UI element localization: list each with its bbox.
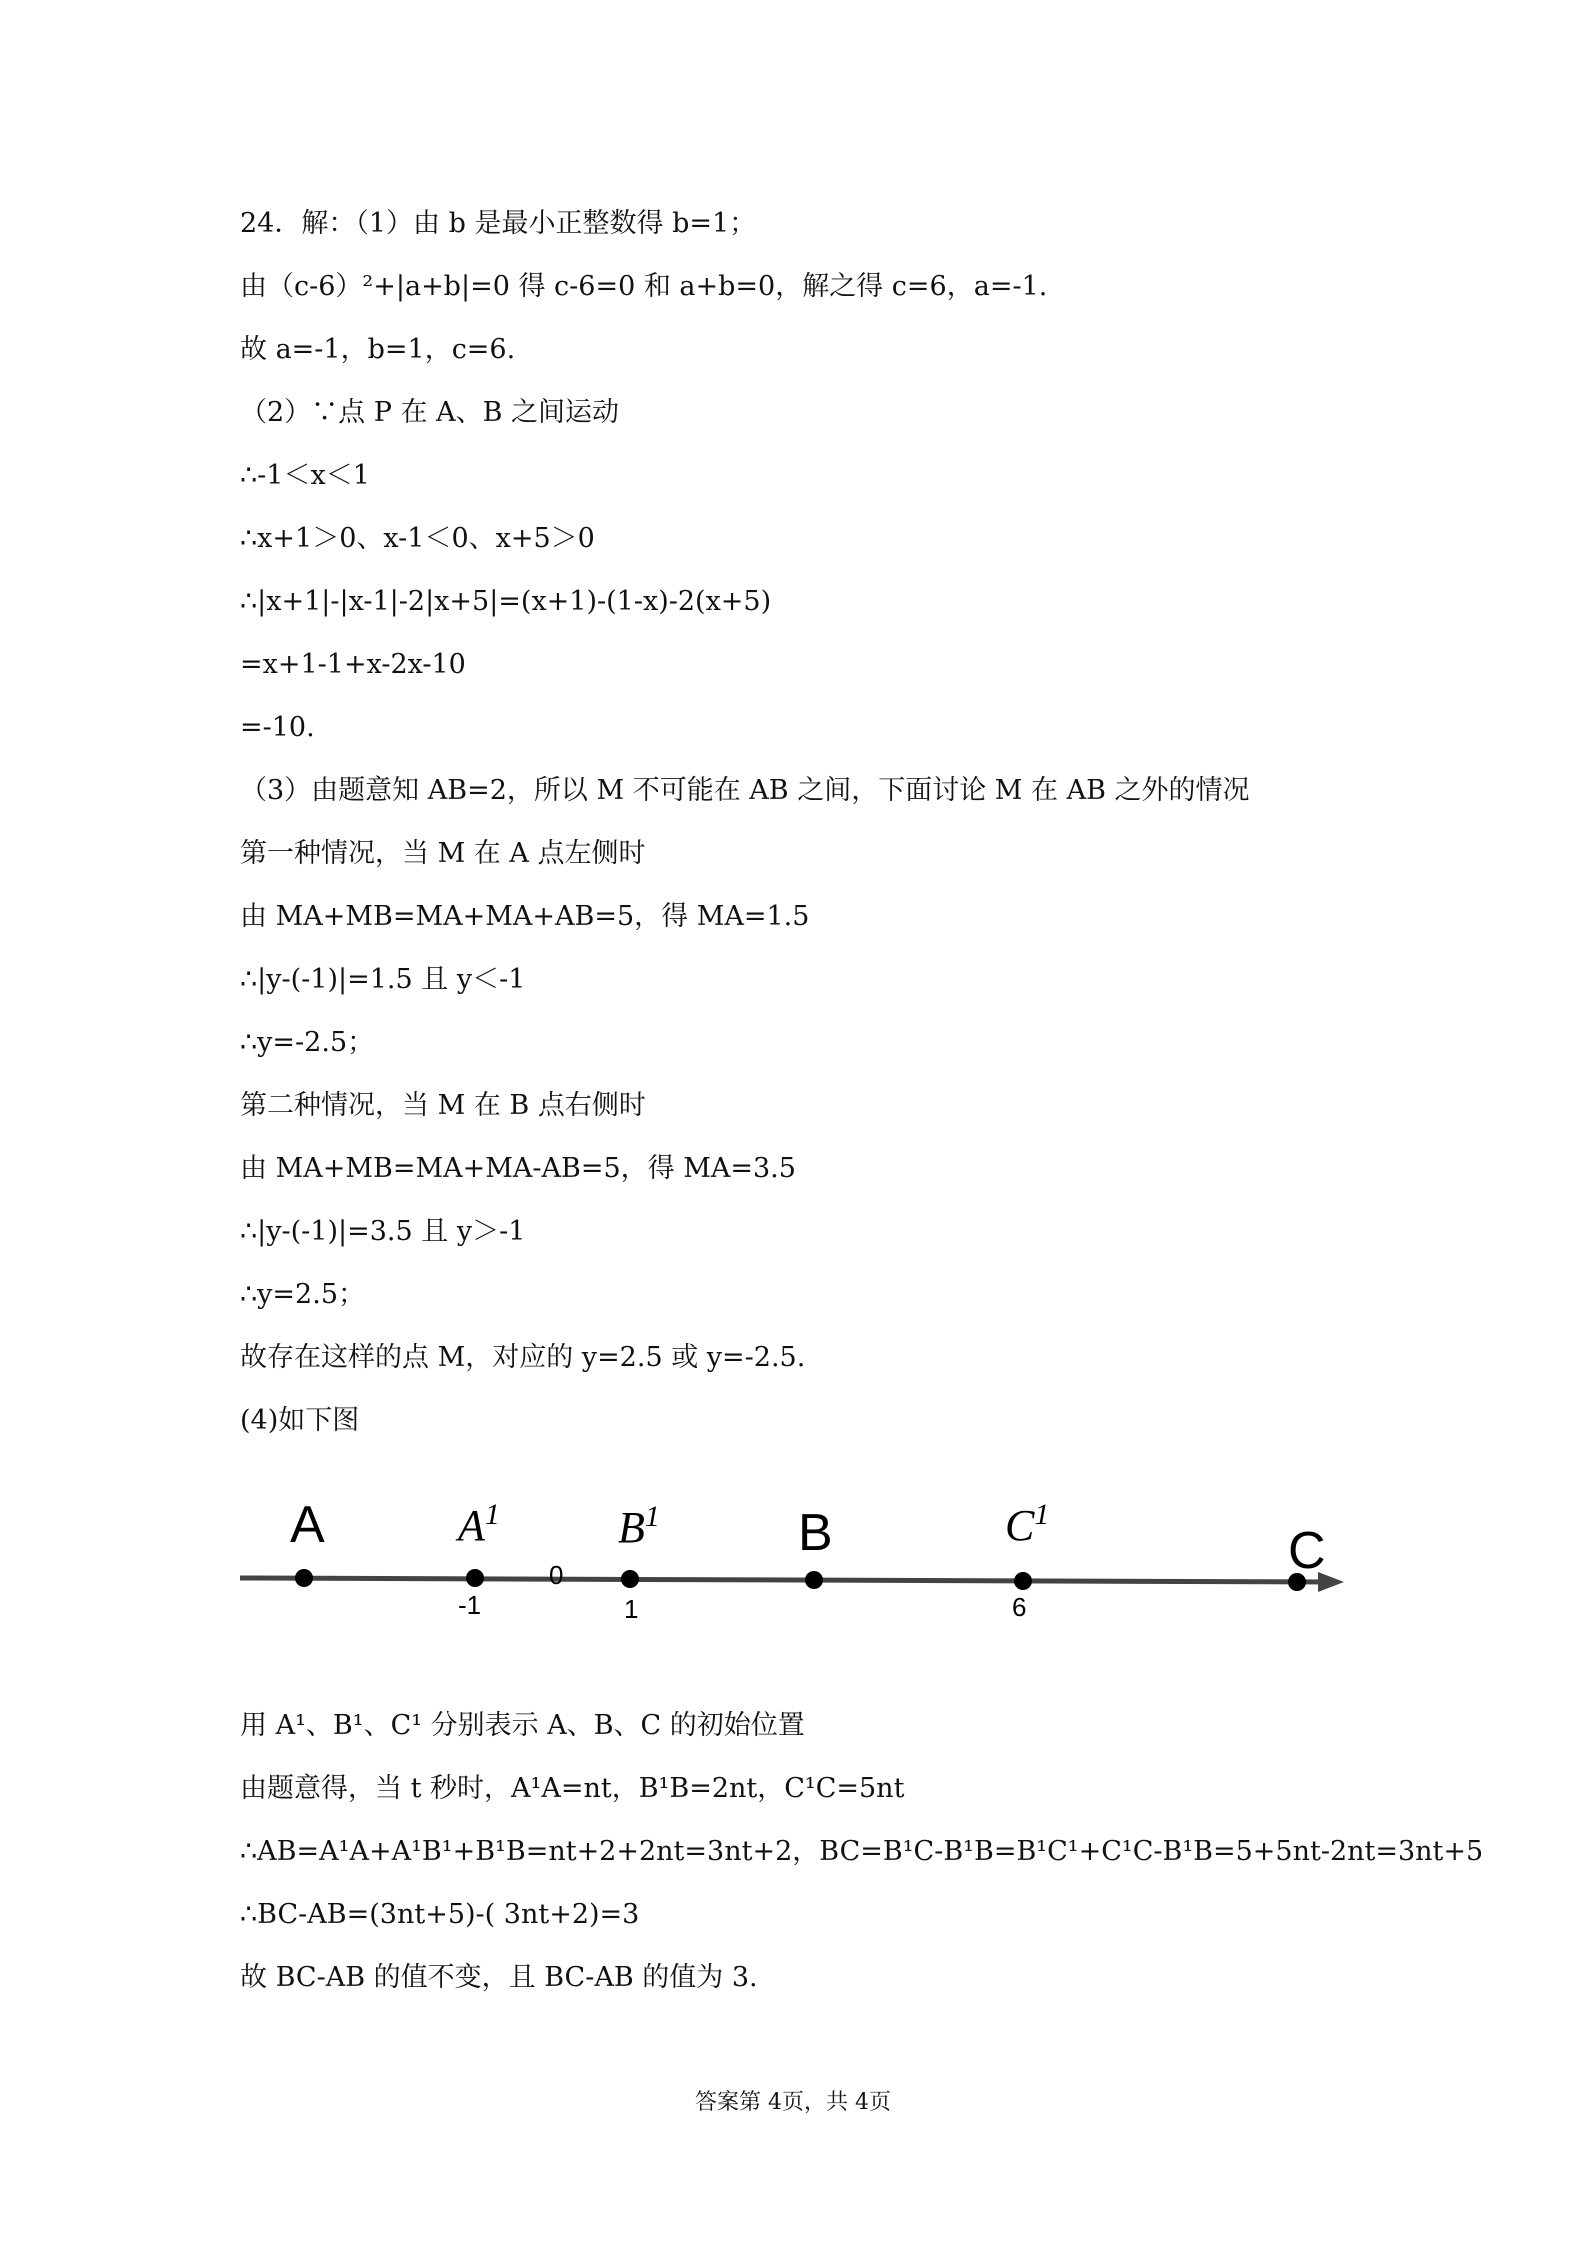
text-line: =-10. — [240, 712, 315, 743]
point-B — [805, 1571, 823, 1589]
text-line: (4)如下图 — [240, 1405, 360, 1436]
label-C: C — [1288, 1522, 1326, 1580]
number-line-figure — [0, 1480, 1586, 1640]
text-line: 用 A¹、B¹、C¹ 分别表示 A、B、C 的初始位置 — [240, 1710, 805, 1741]
text-line: 24．解：（1）由 b 是最小正整数得 b=1； — [240, 208, 757, 239]
tick-label-zero: 0 — [549, 1560, 564, 1590]
text-line: =x+1-1+x-2x-10 — [240, 649, 466, 680]
label-A1: $A^1$ — [458, 1498, 500, 1550]
text-line: 故 a=-1，b=1，c=6. — [240, 334, 516, 365]
tick-label-one: 1 — [624, 1594, 639, 1624]
text-line: ∴-1＜x＜1 — [240, 460, 370, 491]
text-line: 故存在这样的点 M，对应的 y=2.5 或 y=-2.5. — [240, 1342, 806, 1373]
text-line: 故 BC-AB 的值不变，且 BC-AB 的值为 3. — [240, 1962, 758, 1993]
label-A: A — [290, 1496, 325, 1554]
text-line: （3）由题意知 AB=2，所以 M 不可能在 AB 之间，下面讨论 M 在 AB 之外的情况 — [240, 775, 1250, 806]
label-C1: $C^1$ — [1005, 1498, 1050, 1550]
text-line: 第一种情况，当 M 在 A 点左侧时 — [240, 838, 646, 869]
label-B: B — [798, 1504, 833, 1562]
text-line: 由 MA+MB=MA+MA+AB=5，得 MA=1.5 — [240, 901, 810, 932]
page-footer: 答案第 4页，共 4页 — [695, 2090, 891, 2115]
text-line: 由（c-6）²+|a+b|=0 得 c-6=0 和 a+b=0，解之得 c=6，a=-1. — [240, 271, 1048, 302]
text-line: ∴|y-(-1)|=3.5 且 y＞-1 — [240, 1216, 526, 1247]
point-A — [295, 1569, 313, 1587]
tick-label-neg1: -1 — [458, 1590, 482, 1620]
text-line: （2）∵点 P 在 A、B 之间运动 — [240, 397, 620, 428]
point-A1 — [466, 1569, 484, 1587]
text-line: 由 MA+MB=MA+MA-AB=5，得 MA=3.5 — [240, 1153, 796, 1184]
text-line: ∴|y-(-1)|=1.5 且 y＜-1 — [240, 964, 526, 995]
text-line: 由题意得，当 t 秒时，A¹A=nt，B¹B=2nt，C¹C=5nt — [240, 1773, 905, 1804]
text-line: 第二种情况，当 M 在 B 点右侧时 — [240, 1090, 646, 1121]
label-B1: $B^1$ — [618, 1500, 660, 1552]
text-line: ∴BC-AB=(3nt+5)-( 3nt+2)=3 — [240, 1899, 640, 1930]
point-C1 — [1014, 1572, 1032, 1590]
text-line: ∴AB=A¹A+A¹B¹+B¹B=nt+2+2nt=3nt+2，BC=B¹C-B¹B=B¹C¹+C¹C-B¹B=5+5nt-2nt=3nt+5 — [240, 1836, 1484, 1867]
number-line-axis — [240, 1578, 1330, 1582]
text-line: ∴|x+1|-|x-1|-2|x+5|=(x+1)-(1-x)-2(x+5) — [240, 586, 772, 617]
text-line: ∴y=-2.5； — [240, 1027, 375, 1058]
tick-label-six: 6 — [1012, 1592, 1027, 1622]
point-B1 — [621, 1570, 639, 1588]
text-line: ∴y=2.5； — [240, 1279, 365, 1310]
text-line: ∴x+1＞0、x-1＜0、x+5＞0 — [240, 523, 595, 554]
